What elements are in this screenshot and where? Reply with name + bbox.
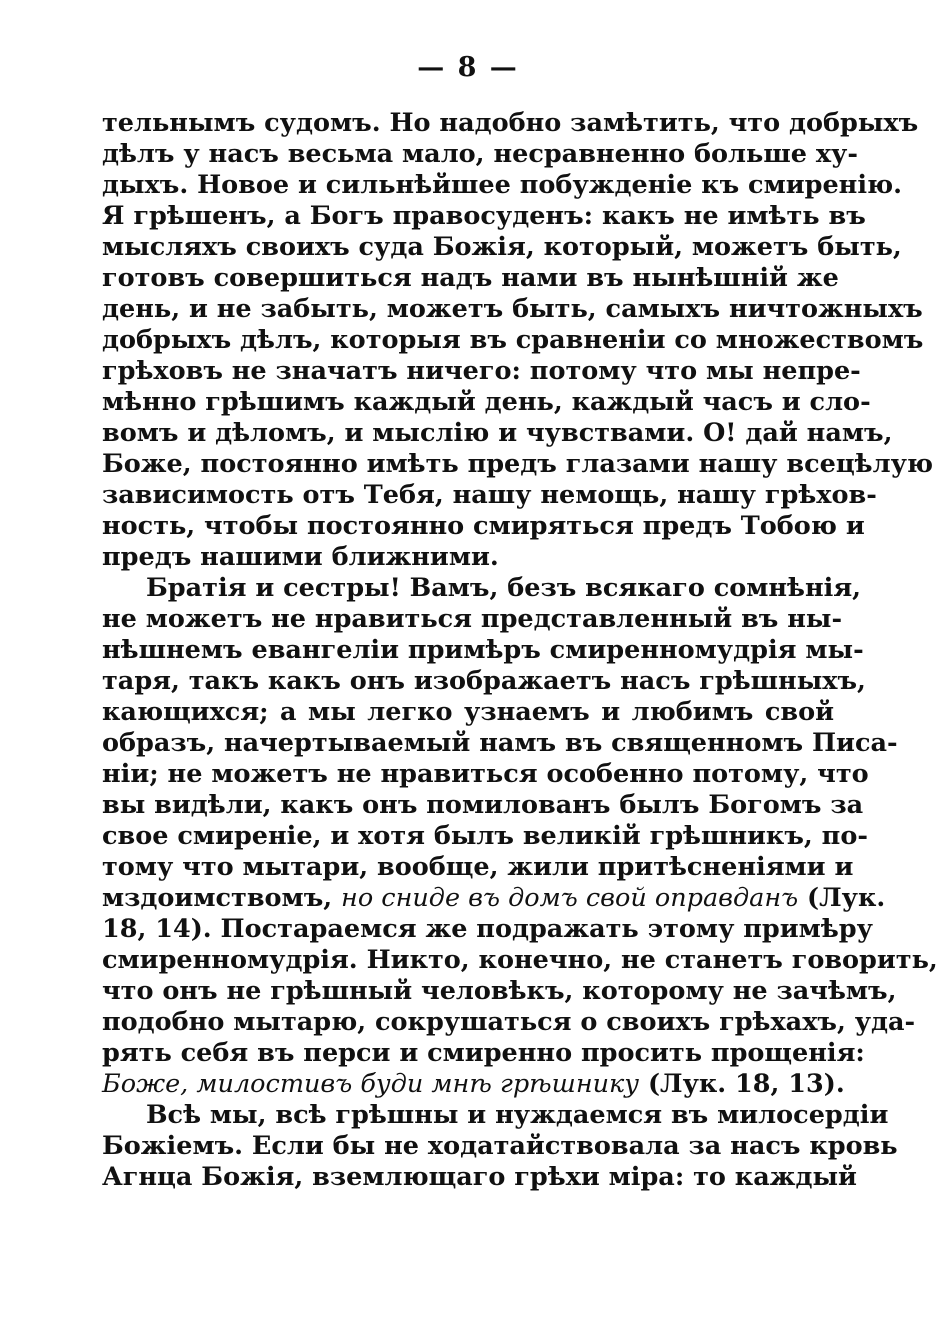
text-line: дыхъ. Новое и сильнѣйшее побужденіе къ смиренію. (102, 170, 903, 200)
text-line: нѣшнемъ евангеліи примѣръ смиренномудрія мы- (102, 635, 864, 665)
text-line: кающихся; а мы легко узнаемъ и любимъ свой (102, 697, 834, 727)
text-line: Всѣ мы, всѣ грѣшны и нуждаемся въ милосердіи (146, 1100, 889, 1130)
text-line: дѣлъ у насъ весьма мало, несравненно больше ху- (102, 139, 858, 169)
text-line: Божіемъ. Если бы не ходатайствовала за насъ кровь (102, 1131, 898, 1161)
text-line: образъ, начертываемый намъ въ священномъ Писа- (102, 728, 898, 758)
scripture-quote: Боже, милостивъ буди мнѣ грѣшнику (102, 1069, 640, 1099)
text-line: Боже, постоянно имѣть предъ глазами нашу всецѣлую (102, 449, 934, 479)
text-line: зависимость отъ Тебя, нашу немощь, нашу грѣхов- (102, 480, 877, 510)
text-segment: мздоимствомъ, (102, 883, 333, 913)
text-line: рять себя въ перси и смиренно просить прощенія: (102, 1038, 865, 1068)
text-line: Братія и сестры! Вамъ, безъ всякаго сомнѣнія, (146, 573, 862, 603)
body-text (102, 108, 938, 1193)
text-segment: (Лук. 18, 13). (647, 1069, 845, 1099)
text-segment: (Лук. (807, 883, 886, 913)
text-line: таря, такъ какъ онъ изображаетъ насъ грѣшныхъ, (102, 666, 866, 696)
scripture-quote: но сниде въ домъ свой оправданъ (341, 883, 799, 913)
text-line: мысляхъ своихъ суда Божія, который, можетъ быть, (102, 232, 902, 262)
text-line: день, и не забыть, можетъ быть, самыхъ ничтожныхъ (102, 294, 923, 324)
text-line: тому что мытари, вообще, жили притѣсненіями и (102, 852, 854, 882)
text-line: подобно мытарю, сокрушаться о своихъ грѣхахъ, уда- (102, 1007, 916, 1037)
text-line: свое смиреніе, и хотя былъ великій грѣшникъ, по- (102, 821, 868, 851)
text-line-mixed (102, 1069, 845, 1100)
text-line: тельнымъ судомъ. Но надобно замѣтить, что добрыхъ (102, 108, 919, 138)
page-number: — 8 — (417, 52, 519, 83)
text-line: добрыхъ дѣлъ, которыя въ сравненіи со множествомъ (102, 325, 924, 355)
text-line: что онъ не грѣшный человѣкъ, которому не зачѣмъ, (102, 976, 897, 1006)
text-line: готовъ совершиться надъ нами въ нынѣшній же (102, 263, 839, 293)
text-line: Я грѣшенъ, а Богъ правосуденъ: какъ не имѣть въ (102, 201, 866, 231)
text-line: мѣнно грѣшимъ каждый день, каждый часъ и сло- (102, 387, 871, 417)
text-line: не можетъ не нравиться представленный въ ны- (102, 604, 843, 634)
text-line-mixed (102, 883, 886, 914)
text-line: смиренномудрія. Никто, конечно, не станетъ говорить, (102, 945, 938, 975)
text-line: грѣховъ не значатъ ничего: потому что мы непре- (102, 356, 861, 386)
text-line: 18, 14). Постараемся же подражать этому примѣру (102, 914, 873, 944)
text-line: вы видѣли, какъ онъ помилованъ былъ Богомъ за (102, 790, 864, 820)
text-line: Агнца Божія, вземлющаго грѣхи міра: то каждый (102, 1162, 857, 1192)
text-line: предъ нашими ближними. (102, 542, 499, 572)
text-line: ніи; не можетъ не нравиться особенно потому, что (102, 759, 869, 789)
text-line: ность, чтобы постоянно смиряться предъ Тобою и (102, 511, 865, 541)
text-line: вомъ и дѣломъ, и мыслію и чувствами. О! дай намъ, (102, 418, 893, 448)
